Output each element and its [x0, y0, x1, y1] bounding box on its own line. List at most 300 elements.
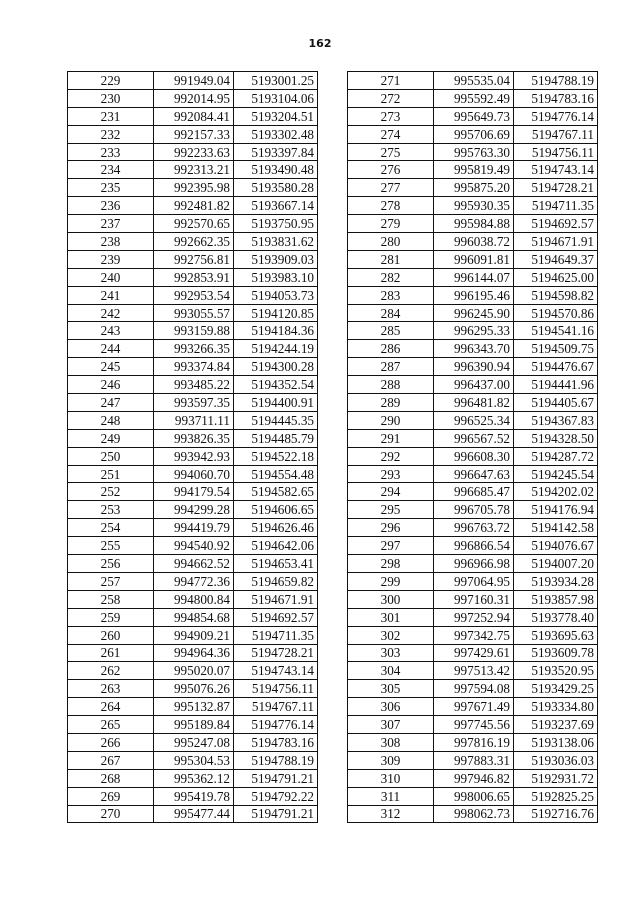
x-coordinate-cell: 997160.31 [434, 590, 514, 608]
table-row [348, 590, 598, 608]
x-coordinate-cell: 994772.36 [154, 572, 234, 590]
x-coordinate-cell: 994179.54 [154, 483, 234, 501]
table-row [68, 376, 318, 394]
table-row [68, 304, 318, 322]
x-coordinate-cell: 996608.30 [434, 447, 514, 465]
x-coordinate-cell: 997745.56 [434, 716, 514, 734]
x-coordinate-cell: 995592.49 [434, 89, 514, 107]
x-coordinate-cell: 995304.53 [154, 751, 234, 769]
y-coordinate-cell: 5194245.54 [514, 465, 598, 483]
table-row [348, 555, 598, 573]
table-row [348, 233, 598, 251]
y-coordinate-cell: 5194728.21 [514, 179, 598, 197]
point-number-cell: 287 [348, 358, 434, 376]
point-number-cell: 281 [348, 250, 434, 268]
table-row [348, 608, 598, 626]
x-coordinate-cell: 995132.87 [154, 698, 234, 716]
y-coordinate-cell: 5194441.96 [514, 376, 598, 394]
y-coordinate-cell: 5194405.67 [514, 394, 598, 412]
point-number-cell: 260 [68, 626, 154, 644]
table-row [348, 626, 598, 644]
table-row [68, 555, 318, 573]
point-number-cell: 256 [68, 555, 154, 573]
y-coordinate-cell: 5194244.19 [234, 340, 318, 358]
point-number-cell: 243 [68, 322, 154, 340]
table-row [348, 143, 598, 161]
table-row [68, 644, 318, 662]
y-coordinate-cell: 5194120.85 [234, 304, 318, 322]
x-coordinate-cell: 997429.61 [434, 644, 514, 662]
table-row [68, 358, 318, 376]
x-coordinate-cell: 996038.72 [434, 233, 514, 251]
point-number-cell: 239 [68, 250, 154, 268]
point-number-cell: 262 [68, 662, 154, 680]
y-coordinate-cell: 5193104.06 [234, 89, 318, 107]
point-number-cell: 264 [68, 698, 154, 716]
table-row [348, 465, 598, 483]
point-number-cell: 289 [348, 394, 434, 412]
point-number-cell: 259 [68, 608, 154, 626]
x-coordinate-cell: 996295.33 [434, 322, 514, 340]
y-coordinate-cell: 5194788.19 [234, 751, 318, 769]
point-number-cell: 272 [348, 89, 434, 107]
x-coordinate-cell: 997252.94 [434, 608, 514, 626]
y-coordinate-cell: 5193204.51 [234, 107, 318, 125]
y-coordinate-cell: 5194570.86 [514, 304, 598, 322]
x-coordinate-cell: 992756.81 [154, 250, 234, 268]
table-row [68, 626, 318, 644]
table-row [68, 72, 318, 90]
point-number-cell: 304 [348, 662, 434, 680]
y-coordinate-cell: 5194692.57 [234, 608, 318, 626]
point-number-cell: 240 [68, 268, 154, 286]
point-number-cell: 229 [68, 72, 154, 90]
y-coordinate-cell: 5194625.00 [514, 268, 598, 286]
x-coordinate-cell: 993597.35 [154, 394, 234, 412]
table-row [348, 89, 598, 107]
table-row [68, 680, 318, 698]
y-coordinate-cell: 5194792.22 [234, 787, 318, 805]
table-row [348, 698, 598, 716]
y-coordinate-cell: 5194522.18 [234, 447, 318, 465]
y-coordinate-cell: 5193857.98 [514, 590, 598, 608]
y-coordinate-cell: 5194445.35 [234, 411, 318, 429]
x-coordinate-cell: 995362.12 [154, 769, 234, 787]
x-coordinate-cell: 993711.11 [154, 411, 234, 429]
point-number-cell: 298 [348, 555, 434, 573]
table-row [68, 143, 318, 161]
y-coordinate-cell: 5194582.65 [234, 483, 318, 501]
x-coordinate-cell: 995189.84 [154, 716, 234, 734]
x-coordinate-cell: 996091.81 [434, 250, 514, 268]
x-coordinate-cell: 996866.54 [434, 537, 514, 555]
y-coordinate-cell: 5193036.03 [514, 751, 598, 769]
table-row [68, 716, 318, 734]
x-coordinate-cell: 993942.93 [154, 447, 234, 465]
y-coordinate-cell: 5194791.21 [234, 769, 318, 787]
point-number-cell: 255 [68, 537, 154, 555]
table-row [348, 107, 598, 125]
x-coordinate-cell: 995649.73 [434, 107, 514, 125]
point-number-cell: 277 [348, 179, 434, 197]
y-coordinate-cell: 5194756.11 [234, 680, 318, 698]
y-coordinate-cell: 5194606.65 [234, 501, 318, 519]
x-coordinate-cell: 997513.42 [434, 662, 514, 680]
y-coordinate-cell: 5194767.11 [234, 698, 318, 716]
y-coordinate-cell: 5194711.35 [234, 626, 318, 644]
point-number-cell: 269 [68, 787, 154, 805]
y-coordinate-cell: 5194671.91 [514, 233, 598, 251]
x-coordinate-cell: 992313.21 [154, 161, 234, 179]
point-number-cell: 257 [68, 572, 154, 590]
y-coordinate-cell: 5194367.83 [514, 411, 598, 429]
table-row [68, 215, 318, 233]
table-row [68, 447, 318, 465]
table-row [68, 107, 318, 125]
table-row [348, 268, 598, 286]
table-row [348, 501, 598, 519]
point-number-cell: 241 [68, 286, 154, 304]
x-coordinate-cell: 996144.07 [434, 268, 514, 286]
table-row [348, 286, 598, 304]
point-number-cell: 261 [68, 644, 154, 662]
y-coordinate-cell: 5194767.11 [514, 125, 598, 143]
y-coordinate-cell: 5194783.16 [234, 733, 318, 751]
x-coordinate-cell: 993826.35 [154, 429, 234, 447]
y-coordinate-cell: 5194743.14 [234, 662, 318, 680]
point-number-cell: 284 [348, 304, 434, 322]
x-coordinate-cell: 993055.57 [154, 304, 234, 322]
x-coordinate-cell: 996763.72 [434, 519, 514, 537]
x-coordinate-cell: 997883.31 [434, 751, 514, 769]
point-number-cell: 245 [68, 358, 154, 376]
y-coordinate-cell: 5194202.02 [514, 483, 598, 501]
x-coordinate-cell: 994854.68 [154, 608, 234, 626]
x-coordinate-cell: 992853.91 [154, 268, 234, 286]
page-number: 162 [308, 37, 332, 50]
y-coordinate-cell: 5194649.37 [514, 250, 598, 268]
y-coordinate-cell: 5194728.21 [234, 644, 318, 662]
x-coordinate-cell: 993159.88 [154, 322, 234, 340]
y-coordinate-cell: 5193490.48 [234, 161, 318, 179]
x-coordinate-cell: 995477.44 [154, 805, 234, 823]
table-row [68, 805, 318, 823]
table-row [348, 662, 598, 680]
point-number-cell: 249 [68, 429, 154, 447]
table-row [68, 197, 318, 215]
table-row [348, 411, 598, 429]
table-row [348, 644, 598, 662]
y-coordinate-cell: 5193609.78 [514, 644, 598, 662]
x-coordinate-cell: 992570.65 [154, 215, 234, 233]
x-coordinate-cell: 996966.98 [434, 555, 514, 573]
y-coordinate-cell: 5192931.72 [514, 769, 598, 787]
y-coordinate-cell: 5194287.72 [514, 447, 598, 465]
x-coordinate-cell: 996195.46 [434, 286, 514, 304]
table-row [68, 501, 318, 519]
point-number-cell: 299 [348, 572, 434, 590]
y-coordinate-cell: 5193520.95 [514, 662, 598, 680]
point-number-cell: 232 [68, 125, 154, 143]
point-number-cell: 246 [68, 376, 154, 394]
y-coordinate-cell: 5194176.94 [514, 501, 598, 519]
table-row [348, 340, 598, 358]
x-coordinate-cell: 994909.21 [154, 626, 234, 644]
y-coordinate-cell: 5194598.82 [514, 286, 598, 304]
table-row [68, 286, 318, 304]
table-row [348, 197, 598, 215]
table-row [348, 72, 598, 90]
table-row [68, 537, 318, 555]
table-row [348, 805, 598, 823]
table-row [68, 411, 318, 429]
point-number-cell: 267 [68, 751, 154, 769]
y-coordinate-cell: 5193429.25 [514, 680, 598, 698]
point-number-cell: 252 [68, 483, 154, 501]
point-number-cell: 250 [68, 447, 154, 465]
x-coordinate-cell: 996567.52 [434, 429, 514, 447]
table-row [68, 125, 318, 143]
table-row [348, 394, 598, 412]
table-row [68, 698, 318, 716]
y-coordinate-cell: 5193667.14 [234, 197, 318, 215]
y-coordinate-cell: 5194783.16 [514, 89, 598, 107]
y-coordinate-cell: 5194776.14 [234, 716, 318, 734]
x-coordinate-cell: 992233.63 [154, 143, 234, 161]
x-coordinate-cell: 998062.73 [434, 805, 514, 823]
x-coordinate-cell: 993374.84 [154, 358, 234, 376]
point-number-cell: 296 [348, 519, 434, 537]
point-number-cell: 248 [68, 411, 154, 429]
point-number-cell: 231 [68, 107, 154, 125]
y-coordinate-cell: 5194756.11 [514, 143, 598, 161]
y-coordinate-cell: 5194743.14 [514, 161, 598, 179]
x-coordinate-cell: 992157.33 [154, 125, 234, 143]
x-coordinate-cell: 993485.22 [154, 376, 234, 394]
x-coordinate-cell: 995763.30 [434, 143, 514, 161]
x-coordinate-cell: 992395.98 [154, 179, 234, 197]
table-row [348, 429, 598, 447]
point-number-cell: 291 [348, 429, 434, 447]
point-number-cell: 282 [348, 268, 434, 286]
table-row [348, 787, 598, 805]
y-coordinate-cell: 5194776.14 [514, 107, 598, 125]
point-number-cell: 308 [348, 733, 434, 751]
x-coordinate-cell: 997594.08 [434, 680, 514, 698]
point-number-cell: 295 [348, 501, 434, 519]
table-row [348, 572, 598, 590]
table-row [348, 447, 598, 465]
table-row [68, 233, 318, 251]
table-row [68, 268, 318, 286]
point-number-cell: 235 [68, 179, 154, 197]
y-coordinate-cell: 5194554.48 [234, 465, 318, 483]
y-coordinate-cell: 5192825.25 [514, 787, 598, 805]
y-coordinate-cell: 5194007.20 [514, 555, 598, 573]
y-coordinate-cell: 5194352.54 [234, 376, 318, 394]
x-coordinate-cell: 994419.79 [154, 519, 234, 537]
y-coordinate-cell: 5194184.36 [234, 322, 318, 340]
table-row [348, 215, 598, 233]
point-number-cell: 251 [68, 465, 154, 483]
y-coordinate-cell: 5194476.67 [514, 358, 598, 376]
y-coordinate-cell: 5193397.84 [234, 143, 318, 161]
point-number-cell: 285 [348, 322, 434, 340]
point-number-cell: 236 [68, 197, 154, 215]
x-coordinate-cell: 996705.78 [434, 501, 514, 519]
point-number-cell: 312 [348, 805, 434, 823]
x-coordinate-cell: 995984.88 [434, 215, 514, 233]
table-row [68, 662, 318, 680]
table-row [68, 483, 318, 501]
x-coordinate-cell: 997816.19 [434, 733, 514, 751]
y-coordinate-cell: 5194788.19 [514, 72, 598, 90]
table-row [68, 465, 318, 483]
x-coordinate-cell: 995419.78 [154, 787, 234, 805]
point-number-cell: 283 [348, 286, 434, 304]
table-row [68, 751, 318, 769]
y-coordinate-cell: 5194791.21 [234, 805, 318, 823]
point-number-cell: 266 [68, 733, 154, 751]
table-row [68, 519, 318, 537]
point-number-cell: 271 [348, 72, 434, 90]
table-row [348, 519, 598, 537]
coordinates-table-left [67, 71, 318, 823]
table-row [348, 769, 598, 787]
y-coordinate-cell: 5194692.57 [514, 215, 598, 233]
point-number-cell: 300 [348, 590, 434, 608]
point-number-cell: 237 [68, 215, 154, 233]
table-row [348, 358, 598, 376]
point-number-cell: 234 [68, 161, 154, 179]
x-coordinate-cell: 997342.75 [434, 626, 514, 644]
point-number-cell: 276 [348, 161, 434, 179]
x-coordinate-cell: 995076.26 [154, 680, 234, 698]
table-row [68, 608, 318, 626]
x-coordinate-cell: 996437.00 [434, 376, 514, 394]
y-coordinate-cell: 5193909.03 [234, 250, 318, 268]
y-coordinate-cell: 5193983.10 [234, 268, 318, 286]
y-coordinate-cell: 5194671.91 [234, 590, 318, 608]
x-coordinate-cell: 997064.95 [434, 572, 514, 590]
point-number-cell: 238 [68, 233, 154, 251]
point-number-cell: 233 [68, 143, 154, 161]
y-coordinate-cell: 5193237.69 [514, 716, 598, 734]
x-coordinate-cell: 993266.35 [154, 340, 234, 358]
y-coordinate-cell: 5194711.35 [514, 197, 598, 215]
point-number-cell: 258 [68, 590, 154, 608]
point-number-cell: 268 [68, 769, 154, 787]
point-number-cell: 293 [348, 465, 434, 483]
x-coordinate-cell: 994800.84 [154, 590, 234, 608]
table-row [68, 769, 318, 787]
x-coordinate-cell: 991949.04 [154, 72, 234, 90]
point-number-cell: 275 [348, 143, 434, 161]
table-row [348, 161, 598, 179]
point-number-cell: 311 [348, 787, 434, 805]
point-number-cell: 297 [348, 537, 434, 555]
y-coordinate-cell: 5194400.91 [234, 394, 318, 412]
x-coordinate-cell: 992084.41 [154, 107, 234, 125]
y-coordinate-cell: 5193001.25 [234, 72, 318, 90]
y-coordinate-cell: 5194541.16 [514, 322, 598, 340]
point-number-cell: 247 [68, 394, 154, 412]
y-coordinate-cell: 5194642.06 [234, 537, 318, 555]
x-coordinate-cell: 994060.70 [154, 465, 234, 483]
x-coordinate-cell: 996685.47 [434, 483, 514, 501]
table-row [68, 161, 318, 179]
table-row [348, 751, 598, 769]
point-number-cell: 288 [348, 376, 434, 394]
point-number-cell: 301 [348, 608, 434, 626]
x-coordinate-cell: 992014.95 [154, 89, 234, 107]
x-coordinate-cell: 995706.69 [434, 125, 514, 143]
x-coordinate-cell: 997946.82 [434, 769, 514, 787]
table-row [348, 304, 598, 322]
y-coordinate-cell: 5193778.40 [514, 608, 598, 626]
table-row [348, 250, 598, 268]
x-coordinate-cell: 998006.65 [434, 787, 514, 805]
y-coordinate-cell: 5193580.28 [234, 179, 318, 197]
table-row [68, 394, 318, 412]
y-coordinate-cell: 5194626.46 [234, 519, 318, 537]
table-row [68, 787, 318, 805]
point-number-cell: 286 [348, 340, 434, 358]
table-row [348, 716, 598, 734]
y-coordinate-cell: 5194659.82 [234, 572, 318, 590]
y-coordinate-cell: 5194076.67 [514, 537, 598, 555]
point-number-cell: 263 [68, 680, 154, 698]
table-row [68, 572, 318, 590]
x-coordinate-cell: 996343.70 [434, 340, 514, 358]
point-number-cell: 253 [68, 501, 154, 519]
x-coordinate-cell: 996245.90 [434, 304, 514, 322]
point-number-cell: 292 [348, 447, 434, 465]
point-number-cell: 306 [348, 698, 434, 716]
x-coordinate-cell: 994299.28 [154, 501, 234, 519]
x-coordinate-cell: 995247.08 [154, 733, 234, 751]
point-number-cell: 303 [348, 644, 434, 662]
point-number-cell: 274 [348, 125, 434, 143]
y-coordinate-cell: 5194300.28 [234, 358, 318, 376]
point-number-cell: 242 [68, 304, 154, 322]
x-coordinate-cell: 996481.82 [434, 394, 514, 412]
y-coordinate-cell: 5193695.63 [514, 626, 598, 644]
x-coordinate-cell: 997671.49 [434, 698, 514, 716]
table-row [68, 250, 318, 268]
y-coordinate-cell: 5193934.28 [514, 572, 598, 590]
y-coordinate-cell: 5194653.41 [234, 555, 318, 573]
point-number-cell: 294 [348, 483, 434, 501]
point-number-cell: 310 [348, 769, 434, 787]
x-coordinate-cell: 992953.54 [154, 286, 234, 304]
y-coordinate-cell: 5193302.48 [234, 125, 318, 143]
y-coordinate-cell: 5194053.73 [234, 286, 318, 304]
point-number-cell: 230 [68, 89, 154, 107]
x-coordinate-cell: 992481.82 [154, 197, 234, 215]
x-coordinate-cell: 995020.07 [154, 662, 234, 680]
table-row [348, 537, 598, 555]
y-coordinate-cell: 5194328.50 [514, 429, 598, 447]
y-coordinate-cell: 5193831.62 [234, 233, 318, 251]
point-number-cell: 309 [348, 751, 434, 769]
x-coordinate-cell: 996525.34 [434, 411, 514, 429]
point-number-cell: 254 [68, 519, 154, 537]
x-coordinate-cell: 995535.04 [434, 72, 514, 90]
coordinates-table-right [347, 71, 598, 823]
x-coordinate-cell: 994964.36 [154, 644, 234, 662]
y-coordinate-cell: 5194142.58 [514, 519, 598, 537]
